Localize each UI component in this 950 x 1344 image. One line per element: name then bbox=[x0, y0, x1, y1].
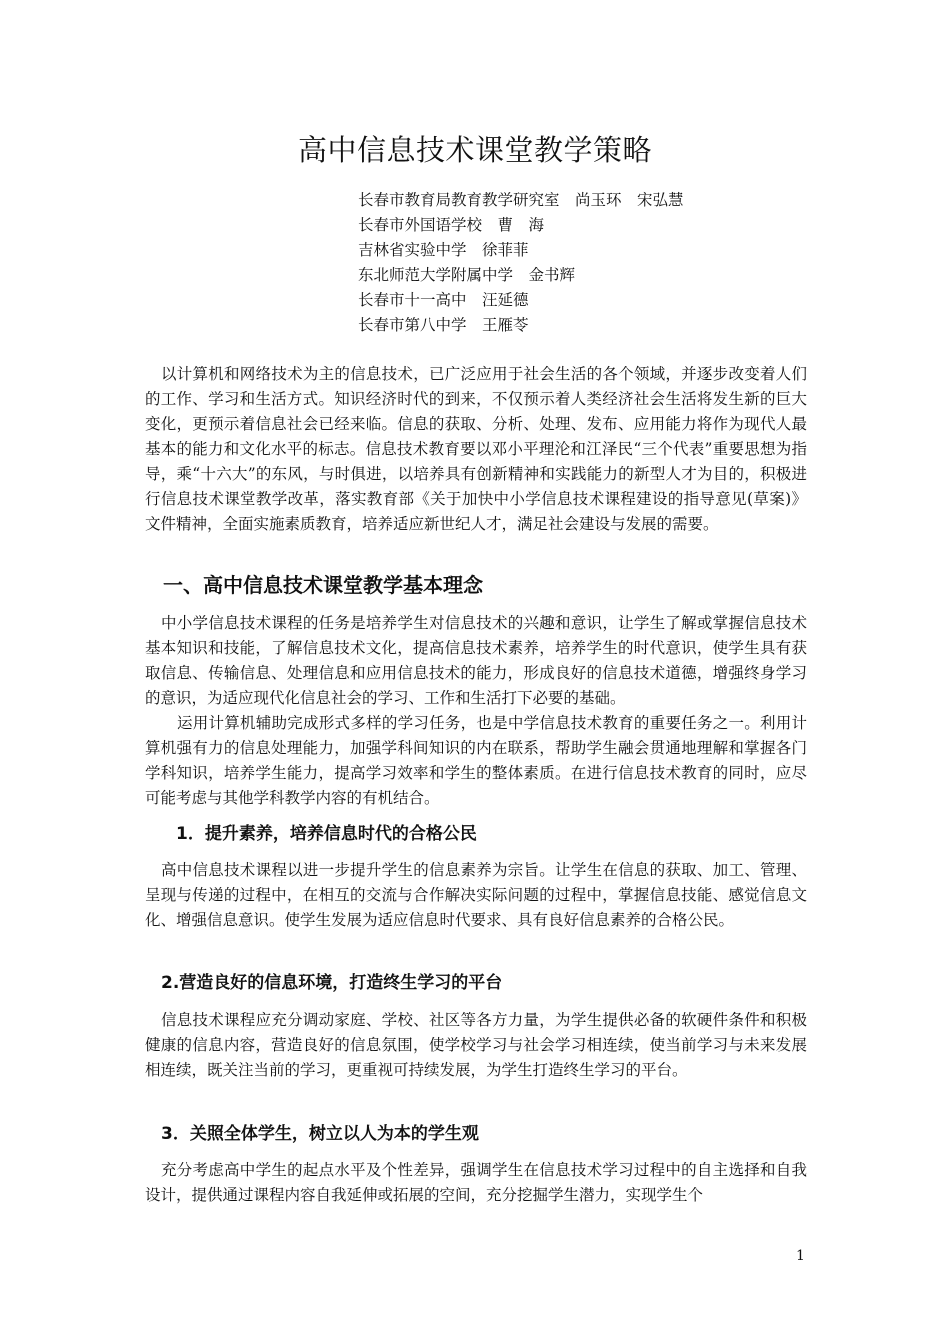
section1-paragraph-2: 运用计算机辅助完成形式多样的学习任务，也是中学信息技术教育的重要任务之一。利用计算机强有力的信息处理能力，加强学科间知识的内在联系，帮助学生融会贯通地理解和掌握各门学科知识，培养学生能力，提高学习效率和学生的整体素质。在进行信息技术教育的同时，应尽可能考虑与其他学科教学内容的有机结合。 bbox=[145, 714, 807, 807]
author-line: 长春市教育局教育教学研究室 尚玉环 宋弘慧 bbox=[358, 191, 684, 209]
subsection-heading-3: 3．关照全体学生，树立以人为本的学生观 bbox=[161, 1124, 479, 1144]
author-line: 长春市外国语学校 曹 海 bbox=[358, 216, 545, 234]
subsection-heading-1: 1．提升素养，培养信息时代的合格公民 bbox=[176, 824, 477, 844]
section1-paragraph-1: 中小学信息技术课程的任务是培养学生对信息技术的兴趣和意识，让学生了解或掌握信息技术基本知识和技能，了解信息技术文化，提高信息技术素养，培养学生的时代意识，使学生具有获取信息、传输信息、处理信息和应用信息技术的能力，形成良好的信息技术道德，增强终身学习的意识，为适应现代化信息社会的学习、工作和生活打下必要的基础。 bbox=[145, 614, 807, 707]
page-title: 高中信息技术课堂教学策略 bbox=[297, 133, 652, 167]
intro-paragraph: 以计算机和网络技术为主的信息技术，已广泛应用于社会生活的各个领域，并逐步改变着人们的工作、学习和生活方式。知识经济时代的到来，不仅预示着人类经济社会生活将发生新的巨大变化，更预示着信息社会已经来临。信息的获取、分析、处理、发布、应用能力将作为现代人最基本的能力和文化水平的标志。信息技术教育要以邓小平理沦和江泽民“三个代表”重要思想为指导，乘“十六大”的东风，与时俱进，以培养具有创新精神和实践能力的新型人才为目的，积极进行信息技术课堂教学改革，落实教育部《关于加快中小学信息技术课程建设的指导意见(草案)》文件精神，全面实施素质教育，培养适应新世纪人才，满足社会建设与发展的需要。 bbox=[145, 365, 807, 533]
page-number: 1 bbox=[796, 1248, 805, 1264]
subsection2-paragraph: 信息技术课程应充分调动家庭、学校、社区等各方力量，为学生提供必备的软硬件条件和积极健康的信息内容，营造良好的信息氛围，使学校学习与社会学习相连续，使当前学习与未来发展相连续，既关注当前的学习，更重视可持续发展，为学生打造终生学习的平台。 bbox=[145, 1011, 807, 1079]
author-line: 东北师范大学附属中学 金书辉 bbox=[358, 266, 576, 284]
subsection-heading-2: 2.营造良好的信息环境，打造终生学习的平台 bbox=[161, 973, 503, 993]
author-line: 长春市十一高中 汪延德 bbox=[358, 291, 529, 309]
subsection1-paragraph: 高中信息技术课程以进一步提升学生的信息素养为宗旨。让学生在信息的获取、加工、管理、呈现与传递的过程中，在相互的交流与合作解决实际问题的过程中，掌握信息技能、感觉信息文化、增强信息意识。使学生发展为适应信息时代要求、具有良好信息素养的合格公民。 bbox=[145, 861, 807, 929]
author-line: 吉林省实验中学 徐菲菲 bbox=[358, 241, 529, 259]
author-list bbox=[358, 188, 684, 338]
author-line: 长春市第八中学 王雁苓 bbox=[358, 316, 529, 334]
section-heading-1: 一、高中信息技术课堂教学基本理念 bbox=[163, 573, 483, 597]
subsection3-paragraph: 充分考虑高中学生的起点水平及个性差异，强调学生在信息技术学习过程中的自主选择和自我设计，提供通过课程内容自我延伸或拓展的空间，充分挖掘学生潜力，实现学生个 bbox=[145, 1161, 807, 1204]
